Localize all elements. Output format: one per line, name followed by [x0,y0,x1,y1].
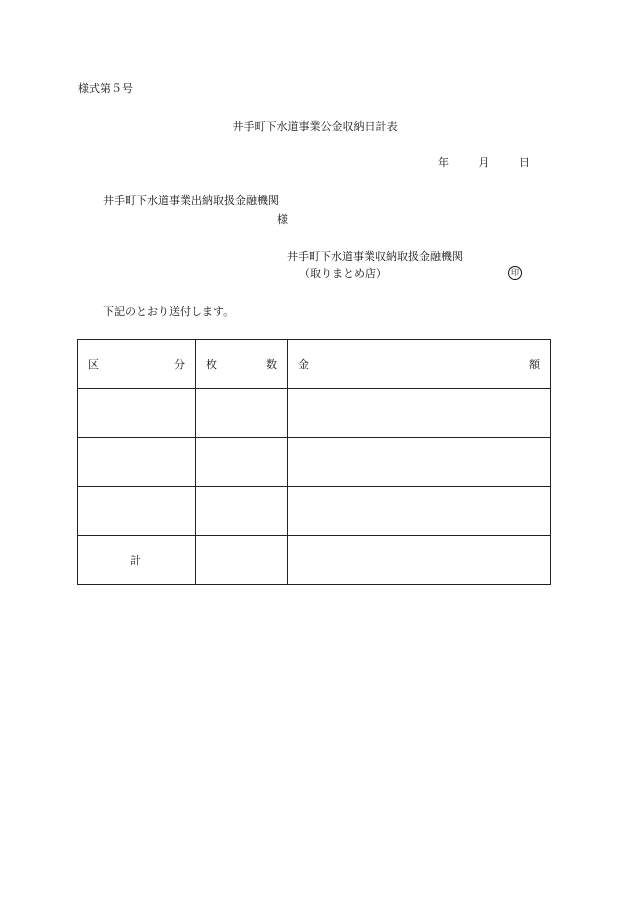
table-cell [288,536,551,585]
table-cell [196,536,288,585]
header-category-left: 区 [88,358,99,371]
header-category-right: 分 [174,358,185,371]
date-row [438,157,530,168]
intro-text: 下記のとおり送付します。 [103,305,235,318]
table-cell [78,487,196,536]
table-cell [196,487,288,536]
form-number: 様式第５号 [78,82,133,95]
table-cell [196,438,288,487]
header-amount-right: 額 [529,358,540,371]
table-row [78,389,551,438]
remittance-table [77,339,551,585]
sender-name: 井手町下水道事業収納取扱金融機関 [287,250,463,263]
table-row [78,438,551,487]
header-category [78,340,196,389]
table-cell [196,389,288,438]
date-day-label: 日 [519,156,530,169]
table-header-row [78,340,551,389]
sender-subtitle: （取りまとめ店） [299,267,387,280]
total-label-cell [78,536,196,585]
header-count-right: 数 [266,358,277,371]
table-cell [288,438,551,487]
seal-icon: 印 [508,266,522,280]
document-title: 井手町下水道事業公金収納日計表 [232,120,398,133]
table-cell [78,389,196,438]
date-month-label: 月 [478,156,490,169]
table-row [78,487,551,536]
header-amount-left: 金 [298,358,309,371]
table-cell [78,438,196,487]
recipient-name: 井手町下水道事業出納取扱金融機関 [103,194,279,207]
total-label: 計 [130,554,141,567]
date-year-label: 年 [438,156,449,169]
header-count-left: 枚 [206,358,217,371]
table-cell [288,487,551,536]
table-total-row [78,536,551,585]
header-amount [288,340,551,389]
header-count [196,340,288,389]
table-cell [288,389,551,438]
recipient-honorific: 様 [277,213,288,226]
